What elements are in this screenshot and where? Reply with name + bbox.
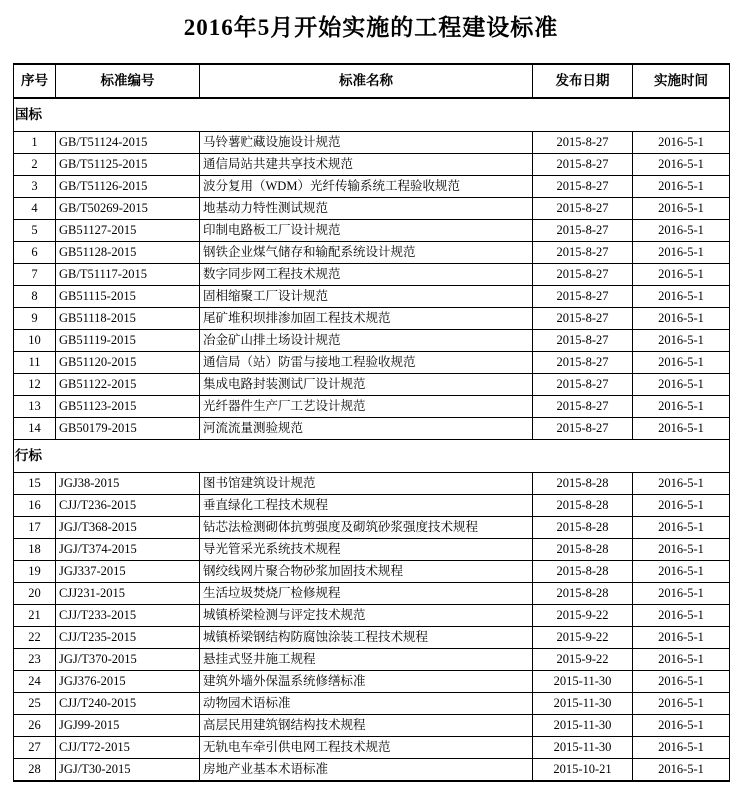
implement-date: 2016-5-1	[633, 715, 730, 737]
row-number: 4	[14, 198, 56, 220]
standard-code: GB/T51124-2015	[56, 132, 200, 154]
standard-code: JGJ/T374-2015	[56, 539, 200, 561]
standard-code: GB/T51126-2015	[56, 176, 200, 198]
standard-code: GB51127-2015	[56, 220, 200, 242]
standard-code: GB51122-2015	[56, 374, 200, 396]
col-header-code: 标准编号	[56, 64, 200, 98]
publish-date: 2015-9-22	[533, 627, 633, 649]
standard-name: 数字同步网工程技术规范	[200, 264, 533, 286]
row-number: 10	[14, 330, 56, 352]
col-header-index: 序号	[14, 64, 56, 98]
standard-name: 河流流量测验规范	[200, 418, 533, 440]
implement-date: 2016-5-1	[633, 220, 730, 242]
publish-date: 2015-8-28	[533, 495, 633, 517]
table-body	[14, 98, 730, 781]
table-row	[14, 671, 730, 693]
implement-date: 2016-5-1	[633, 539, 730, 561]
standard-name: 集成电路封装测试厂设计规范	[200, 374, 533, 396]
row-number: 1	[14, 132, 56, 154]
standard-name: 房地产业基本术语标准	[200, 759, 533, 782]
standard-code: CJJ/T235-2015	[56, 627, 200, 649]
table-row	[14, 220, 730, 242]
implement-date: 2016-5-1	[633, 649, 730, 671]
standard-name: 悬挂式竖井施工规程	[200, 649, 533, 671]
implement-date: 2016-5-1	[633, 308, 730, 330]
publish-date: 2015-11-30	[533, 737, 633, 759]
standard-code: JGJ/T370-2015	[56, 649, 200, 671]
standard-name: 光纤器件生产厂工艺设计规范	[200, 396, 533, 418]
standard-code: GB/T51117-2015	[56, 264, 200, 286]
table-row	[14, 649, 730, 671]
implement-date: 2016-5-1	[633, 495, 730, 517]
section-label: 行标	[14, 440, 730, 473]
publish-date: 2015-8-27	[533, 242, 633, 264]
publish-date: 2015-8-27	[533, 286, 633, 308]
table-row	[14, 330, 730, 352]
implement-date: 2016-5-1	[633, 693, 730, 715]
standard-name: 城镇桥梁钢结构防腐蚀涂装工程技术规程	[200, 627, 533, 649]
implement-date: 2016-5-1	[633, 132, 730, 154]
standard-name: 城镇桥梁检测与评定技术规范	[200, 605, 533, 627]
standard-name: 钢铁企业煤气储存和输配系统设计规范	[200, 242, 533, 264]
table-row	[14, 561, 730, 583]
standard-code: GB/T51125-2015	[56, 154, 200, 176]
standard-code: GB51128-2015	[56, 242, 200, 264]
publish-date: 2015-8-27	[533, 352, 633, 374]
implement-date: 2016-5-1	[633, 418, 730, 440]
row-number: 8	[14, 286, 56, 308]
row-number: 24	[14, 671, 56, 693]
page-title: 2016年5月开始实施的工程建设标准	[183, 15, 559, 40]
table-row	[14, 132, 730, 154]
standard-name: 无轨电车牵引供电网工程技术规范	[200, 737, 533, 759]
implement-date: 2016-5-1	[633, 330, 730, 352]
implement-date: 2016-5-1	[633, 264, 730, 286]
standard-code: GB51120-2015	[56, 352, 200, 374]
standard-code: CJJ231-2015	[56, 583, 200, 605]
table-row	[14, 693, 730, 715]
table-row	[14, 396, 730, 418]
table-row	[14, 759, 730, 782]
row-number: 25	[14, 693, 56, 715]
implement-date: 2016-5-1	[633, 286, 730, 308]
standard-name: 建筑外墙外保温系统修缮标准	[200, 671, 533, 693]
row-number: 13	[14, 396, 56, 418]
row-number: 16	[14, 495, 56, 517]
standard-code: JGJ376-2015	[56, 671, 200, 693]
section-header-row	[14, 440, 730, 473]
publish-date: 2015-8-28	[533, 539, 633, 561]
table-row	[14, 176, 730, 198]
standard-code: JGJ/T30-2015	[56, 759, 200, 782]
implement-date: 2016-5-1	[633, 517, 730, 539]
table-row	[14, 374, 730, 396]
table-row	[14, 308, 730, 330]
table-row	[14, 583, 730, 605]
col-header-name: 标准名称	[200, 64, 533, 98]
standard-name: 动物园术语标准	[200, 693, 533, 715]
table-row	[14, 539, 730, 561]
implement-date: 2016-5-1	[633, 396, 730, 418]
row-number: 6	[14, 242, 56, 264]
standard-code: CJJ/T72-2015	[56, 737, 200, 759]
table-row	[14, 418, 730, 440]
publish-date: 2015-8-28	[533, 473, 633, 495]
standard-code: CJJ/T240-2015	[56, 693, 200, 715]
standard-name: 高层民用建筑钢结构技术规程	[200, 715, 533, 737]
section-header-row	[14, 98, 730, 132]
publish-date: 2015-8-28	[533, 561, 633, 583]
standard-code: JGJ/T368-2015	[56, 517, 200, 539]
table-row	[14, 352, 730, 374]
standard-code: JGJ337-2015	[56, 561, 200, 583]
standard-code: GB51119-2015	[56, 330, 200, 352]
row-number: 22	[14, 627, 56, 649]
standard-name: 图书馆建筑设计规范	[200, 473, 533, 495]
implement-date: 2016-5-1	[633, 561, 730, 583]
publish-date: 2015-8-27	[533, 396, 633, 418]
table-row	[14, 198, 730, 220]
row-number: 17	[14, 517, 56, 539]
header-row	[14, 64, 730, 98]
standard-name: 钻芯法检测砌体抗剪强度及砌筑砂浆强度技术规程	[200, 517, 533, 539]
table-row	[14, 286, 730, 308]
publish-date: 2015-9-22	[533, 605, 633, 627]
standard-code: GB51115-2015	[56, 286, 200, 308]
row-number: 5	[14, 220, 56, 242]
standard-code: JGJ99-2015	[56, 715, 200, 737]
standard-code: JGJ38-2015	[56, 473, 200, 495]
publish-date: 2015-8-27	[533, 132, 633, 154]
row-number: 2	[14, 154, 56, 176]
col-header-implement-date: 实施时间	[633, 64, 730, 98]
publish-date: 2015-8-27	[533, 418, 633, 440]
publish-date: 2015-9-22	[533, 649, 633, 671]
publish-date: 2015-11-30	[533, 693, 633, 715]
standard-name: 地基动力特性测试规范	[200, 198, 533, 220]
standard-name: 导光管采光系统技术规程	[200, 539, 533, 561]
table-row	[14, 715, 730, 737]
publish-date: 2015-8-27	[533, 198, 633, 220]
row-number: 19	[14, 561, 56, 583]
publish-date: 2015-8-27	[533, 154, 633, 176]
implement-date: 2016-5-1	[633, 176, 730, 198]
row-number: 20	[14, 583, 56, 605]
implement-date: 2016-5-1	[633, 198, 730, 220]
implement-date: 2016-5-1	[633, 605, 730, 627]
row-number: 9	[14, 308, 56, 330]
standard-name: 印制电路板工厂设计规范	[200, 220, 533, 242]
standard-name: 通信局（站）防雷与接地工程验收规范	[200, 352, 533, 374]
implement-date: 2016-5-1	[633, 352, 730, 374]
implement-date: 2016-5-1	[633, 759, 730, 782]
publish-date: 2015-11-30	[533, 715, 633, 737]
implement-date: 2016-5-1	[633, 671, 730, 693]
row-number: 7	[14, 264, 56, 286]
standard-name: 钢绞线网片聚合物砂浆加固技术规程	[200, 561, 533, 583]
row-number: 28	[14, 759, 56, 782]
row-number: 3	[14, 176, 56, 198]
publish-date: 2015-8-27	[533, 308, 633, 330]
standard-name: 冶金矿山排土场设计规范	[200, 330, 533, 352]
table-row	[14, 264, 730, 286]
standard-code: GB50179-2015	[56, 418, 200, 440]
row-number: 14	[14, 418, 56, 440]
publish-date: 2015-8-28	[533, 583, 633, 605]
row-number: 27	[14, 737, 56, 759]
publish-date: 2015-11-30	[533, 671, 633, 693]
standard-code: GB51123-2015	[56, 396, 200, 418]
publish-date: 2015-8-27	[533, 374, 633, 396]
row-number: 21	[14, 605, 56, 627]
implement-date: 2016-5-1	[633, 473, 730, 495]
row-number: 18	[14, 539, 56, 561]
row-number: 12	[14, 374, 56, 396]
implement-date: 2016-5-1	[633, 583, 730, 605]
standard-code: CJJ/T233-2015	[56, 605, 200, 627]
implement-date: 2016-5-1	[633, 374, 730, 396]
table-row	[14, 605, 730, 627]
standard-name: 马铃薯贮藏设施设计规范	[200, 132, 533, 154]
row-number: 23	[14, 649, 56, 671]
publish-date: 2015-8-27	[533, 330, 633, 352]
row-number: 26	[14, 715, 56, 737]
row-number: 15	[14, 473, 56, 495]
publish-date: 2015-8-27	[533, 176, 633, 198]
section-label: 国标	[14, 98, 730, 132]
table-row	[14, 495, 730, 517]
col-header-publish-date: 发布日期	[533, 64, 633, 98]
standard-code: CJJ/T236-2015	[56, 495, 200, 517]
row-number: 11	[14, 352, 56, 374]
standard-name: 波分复用（WDM）光纤传输系统工程验收规范	[200, 176, 533, 198]
table-header	[14, 64, 730, 98]
standard-name: 通信局站共建共享技术规范	[200, 154, 533, 176]
standard-name: 尾矿堆积坝排渗加固工程技术规范	[200, 308, 533, 330]
standard-code: GB51118-2015	[56, 308, 200, 330]
implement-date: 2016-5-1	[633, 154, 730, 176]
standard-name: 固相缩聚工厂设计规范	[200, 286, 533, 308]
implement-date: 2016-5-1	[633, 627, 730, 649]
standard-name: 生活垃圾焚烧厂检修规程	[200, 583, 533, 605]
implement-date: 2016-5-1	[633, 242, 730, 264]
table-row	[14, 154, 730, 176]
standard-name: 垂直绿化工程技术规程	[200, 495, 533, 517]
standards-table	[13, 63, 730, 782]
standard-code: GB/T50269-2015	[56, 198, 200, 220]
table-row	[14, 242, 730, 264]
table-row	[14, 473, 730, 495]
table-row	[14, 737, 730, 759]
table-row	[14, 627, 730, 649]
publish-date: 2015-8-28	[533, 517, 633, 539]
publish-date: 2015-8-27	[533, 264, 633, 286]
implement-date: 2016-5-1	[633, 737, 730, 759]
publish-date: 2015-10-21	[533, 759, 633, 782]
publish-date: 2015-8-27	[533, 220, 633, 242]
table-row	[14, 517, 730, 539]
